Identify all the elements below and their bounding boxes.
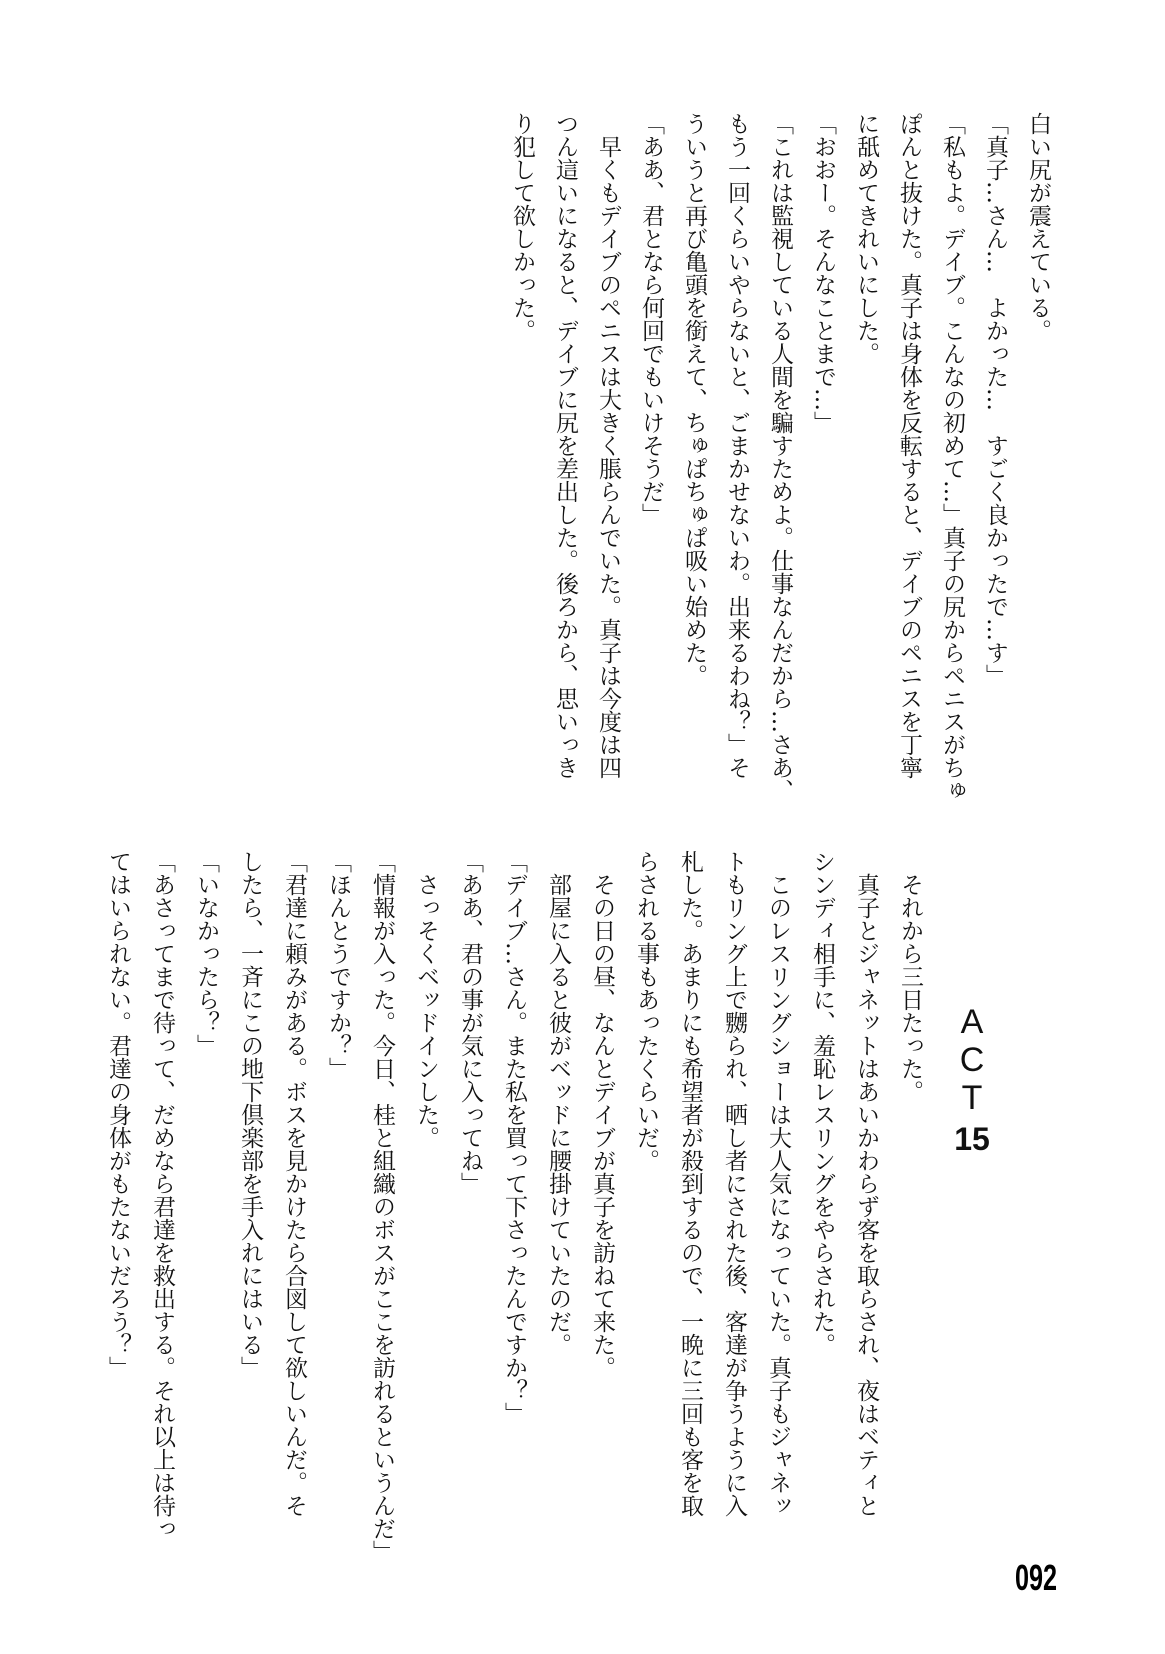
text-column: 札した。あまりにも希望者が殺到するので、一晩に三回も客を取 (677, 850, 703, 1517)
text-column: 部屋に入ると彼がベッドに腰掛けていたのだ。 (545, 850, 571, 1356)
chapter-heading-letter: A (960, 1003, 984, 1041)
chapter-heading-letter: C (959, 1041, 985, 1079)
text-column: 「ああ、君の事が気に入ってね」 (457, 850, 483, 1195)
text-column: 「ああ、君となら何回でもいけそうだ」 (638, 112, 664, 526)
text-column: 「いなかったら？」 (193, 850, 219, 1057)
text-column: に舐めてきれいにした。 (853, 112, 879, 365)
text-column: 「デイブ…さん。また私を買って下さったんですか？」 (501, 850, 527, 1425)
text-column: てはいられない。君達の身体がもたないだろう？」 (105, 850, 131, 1379)
text-column: トもリング上で嬲られ、晒し者にされた後、客達が争うように入 (721, 850, 747, 1517)
text-column: つん這いになると、デイブに尻を差出した。後ろから、思いっき (552, 112, 578, 779)
text-column: 「あさってまで待って、だめなら君達を救出する。それ以上は待っ (149, 850, 175, 1540)
page-number: 092 (1015, 1557, 1058, 1598)
text-column: もう一回くらいやらないと、ごまかせないわ。出来るわね？」そ (724, 112, 750, 779)
text-column: 白い尻が震えている。 (1025, 112, 1051, 342)
chapter-number: 15 (954, 1121, 990, 1157)
text-column: り犯して欲しかった。 (509, 112, 535, 342)
text-column: 真子とジャネットはあいかわらず客を取らされ、夜はベティと (853, 850, 879, 1517)
text-column: 「私もよ。デイブ。こんなの初めて…」真子の尻からペニスがちゅ (939, 112, 965, 802)
text-column: ういうと再び亀頭を銜えて、ちゅぱちゅぱ吸い始めた。 (681, 112, 707, 687)
text-column: 「おおー。そんなことまで…」 (810, 112, 836, 434)
text-column: このレスリングショーは大人気になっていた。真子もジャネッ (765, 850, 791, 1517)
chapter-heading (950, 1003, 994, 1159)
text-column: 「真子…さん… よかった… すごく良かったで…す」 (982, 112, 1008, 687)
text-column: 「ほんとうですか？」 (325, 850, 351, 1080)
text-column: したら、一斉にこの地下倶楽部を手入れにはいる」 (237, 850, 263, 1379)
text-column: 「君達に頼みがある。ボスを見かけたら合図して欲しいんだ。そ (281, 850, 307, 1517)
text-column: その日の昼、なんとデイブが真子を訪ねて来た。 (589, 850, 615, 1379)
text-column: ぽんと抜けた。真子は身体を反転すると、デイブのペニスを丁寧 (896, 112, 922, 779)
text-column: らされる事もあったくらいだ。 (633, 850, 659, 1172)
chapter-heading-letter: T (961, 1079, 983, 1117)
text-column: 「情報が入った。今日、桂と組織のボスがここを訪れるというんだ」 (369, 850, 395, 1563)
bottom-text-block (96, 850, 932, 1563)
text-column: さっそくベッドインした。 (413, 850, 439, 1149)
text-column: 早くもデイブのペニスは大きく脹らんでいた。真子は今度は四 (595, 112, 621, 779)
top-text-block (500, 112, 1059, 812)
text-column: 「これは監視している人間を騙すためよ。仕事なんだから…さあ、 (767, 112, 793, 802)
text-column: シンディ相手に、羞恥レスリングをやらされた。 (809, 850, 835, 1356)
text-column: それから三日たった。 (897, 850, 923, 1103)
